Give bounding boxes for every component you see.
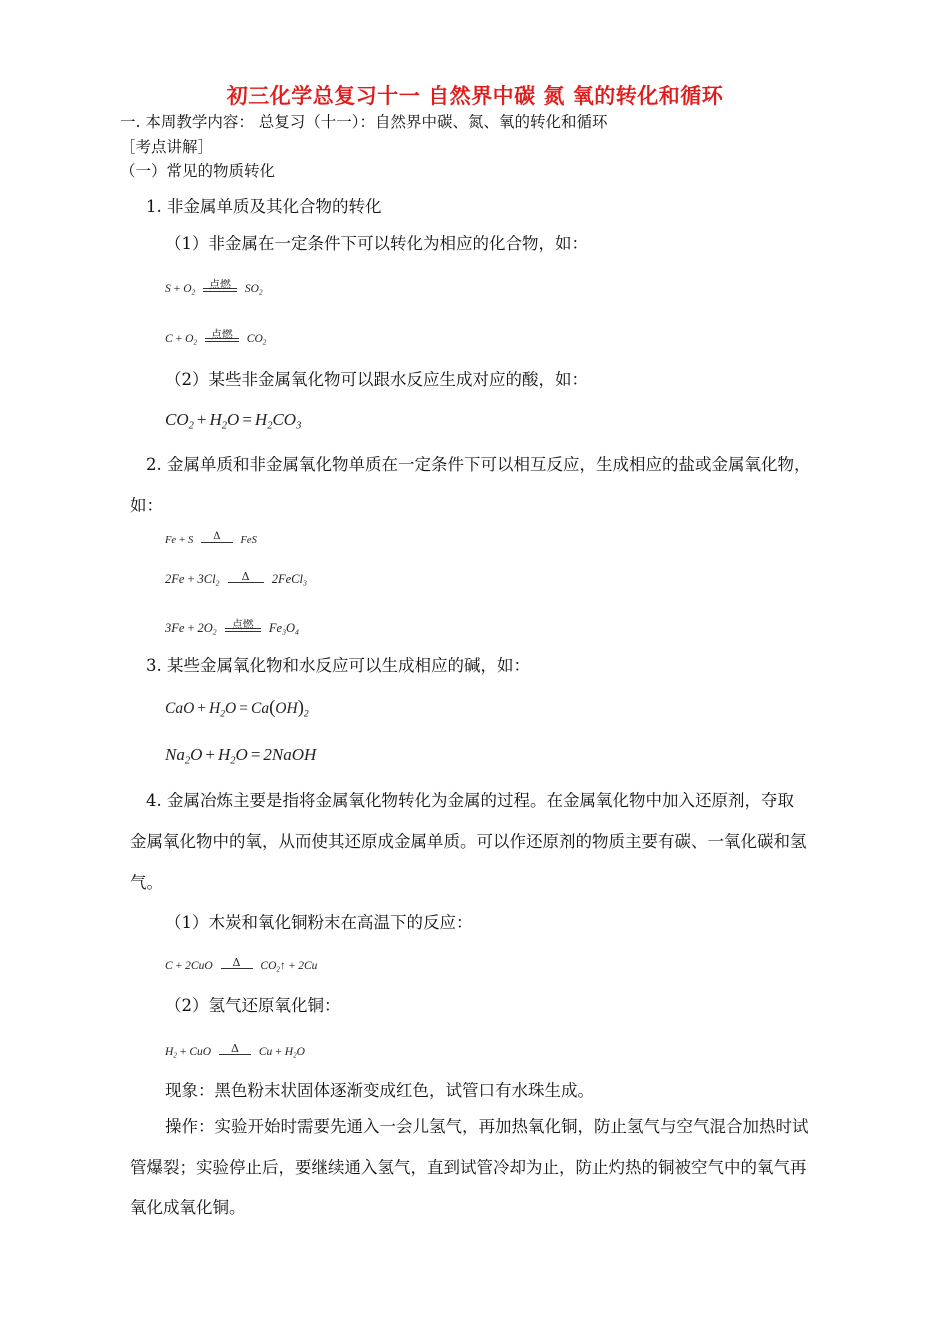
equation-c-o2: $C + O_2$ 点燃 $CO_2$ (165, 328, 267, 347)
equation-h2-cuo: $H_2$ + CuO Δ $Cu + H_2O$ (165, 1042, 305, 1060)
condition-label: Δ (232, 956, 241, 969)
equation-s-o2: $S + O_2$ 点燃 $SO_2$ (165, 278, 263, 297)
page-title: 初三化学总复习十一 自然界中碳 氮 氧的转化和循环 (226, 83, 724, 108)
item-4-line-1: 4. 金属冶炼主要是指将金属氧化物转化为金属的过程。在金属氧化物中加入还原剂，夺取 (146, 791, 794, 810)
condition-label: 点燃 (210, 328, 233, 341)
equation-fe-cl2: $2Fe + 3Cl_2$ Δ 2FeCl$_3$ (165, 570, 307, 588)
condition-label: Δ (241, 570, 250, 583)
item-1-2-text: （2）某些非金属氧化物可以跟水反应生成对应的酸，如： (165, 370, 588, 389)
equation-fe-o2: $3Fe + 2O_2$ 点燃 $Fe_3O_4$ (165, 618, 299, 637)
operation-line-3: 氧化成氧化铜。 (130, 1198, 246, 1217)
condition-label: Δ (231, 1042, 239, 1055)
item-2-line-1: 2. 金属单质和非金属氧化物单质在一定条件下可以相互反应，生成相应的盐或金属氧化物， (146, 455, 811, 474)
section-heading: 一. 本周教学内容： 总复习（十一）：自然界中碳、氮、氧的转化和循环 (120, 113, 608, 131)
item-3-heading: 3. 某些金属氧化物和水反应可以生成相应的碱，如： (146, 656, 530, 675)
operation-line-2: 管爆裂；实验停止后，要继续通入氢气，直到试管冷却为止，防止灼热的铜被空气中的氧气再 (130, 1158, 807, 1177)
operation-line-1: 操作：实验开始时需要先通入一会儿氢气，再加热氧化铜，防止氢气与空气混合加热时试 (165, 1117, 809, 1136)
equation-c-cuo: C + 2CuO Δ $CO_2↑ + 2Cu$ (165, 956, 318, 974)
phenomenon-text: 现象：黑色粉末状固体逐渐变成红色，试管口有水珠生成。 (165, 1081, 594, 1100)
subsection-heading: （一）常见的物质转化 (120, 162, 276, 180)
item-4-line-2: 金属氧化物中的氧，从而使其还原成金属单质。可以作还原剂的物质主要有碳、一氧化碳和氢 (130, 832, 807, 851)
kaodian-heading: ［考点讲解］ (120, 138, 214, 156)
condition-label: 点燃 (209, 278, 231, 291)
condition-label: Δ (213, 531, 221, 542)
equation-fe-s: Fe + S Δ FeS (165, 531, 257, 546)
item-2-line-2: 如： (130, 496, 163, 515)
condition-label: 点燃 (231, 618, 254, 631)
equation-cao-h2o: CaO + $H_2O = Ca(OH)_2$ (165, 697, 309, 720)
item-4-line-3: 气。 (130, 873, 163, 892)
equation-na2o-h2o: $Na_2O + H_2O$ = 2NaOH (165, 745, 317, 767)
equation-co2-h2o: $CO_2 + H_2O = H_2CO_3$ (165, 410, 302, 432)
item-1-1-text: （1）非金属在一定条件下可以转化为相应的化合物，如： (165, 234, 588, 253)
item-4-1-text: （1）木炭和氧化铜粉末在高温下的反应： (165, 913, 473, 932)
item-4-2-text: （2）氢气还原氧化铜： (165, 996, 341, 1015)
item-1-heading: 1. 非金属单质及其化合物的转化 (146, 197, 382, 216)
